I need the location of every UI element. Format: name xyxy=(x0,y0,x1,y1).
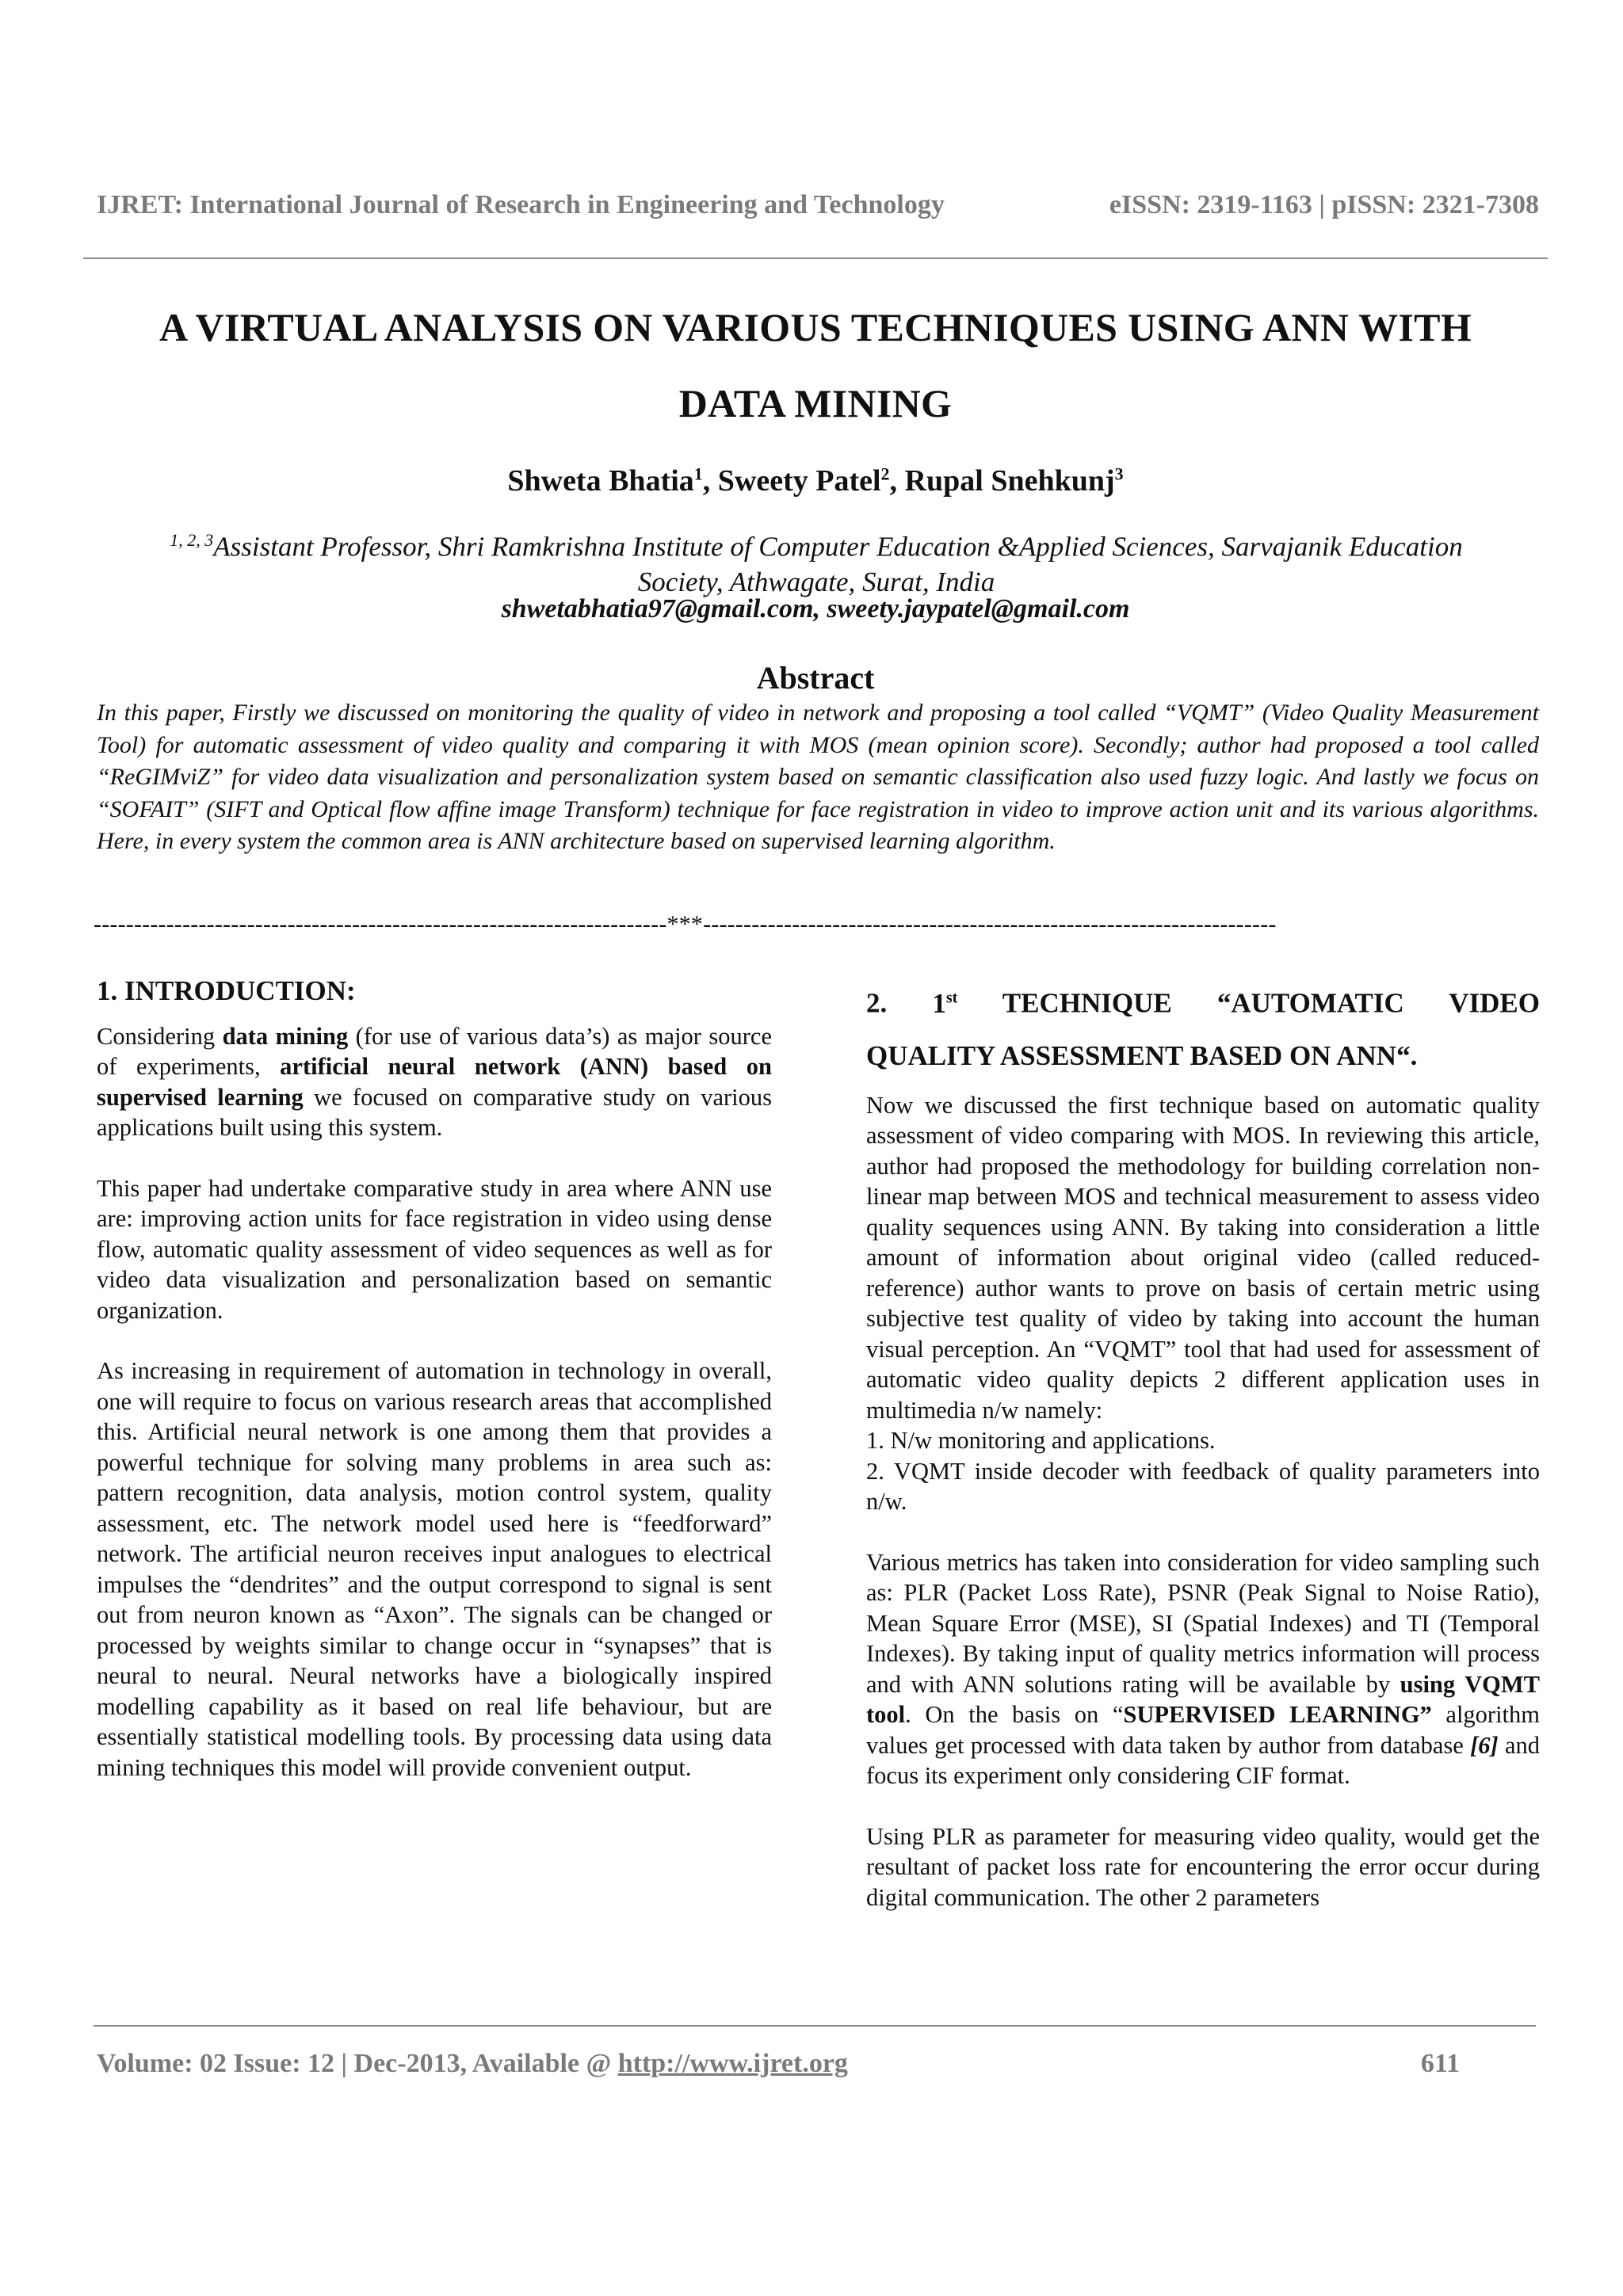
heading-line-2: QUALITY ASSESSMENT BASED ON ANN“. xyxy=(866,1039,1418,1071)
citation-ref: [6] xyxy=(1470,1731,1499,1759)
bold-term: using VQMT tool xyxy=(866,1670,1540,1729)
section-2-paragraph-3: Using PLR as parameter for measuring video quality, would get the resultant of packet loss rate for encountering the error occur during digital communication. The other 2 parameters xyxy=(866,1822,1540,1911)
ordinal: 1 xyxy=(932,987,946,1019)
author-1-sup: 1 xyxy=(693,463,703,484)
section-1-paragraph-3: As increasing in requirement of automation in technology in overall, one will require to focus on various research areas that accomplished this. Artificial neural network is one among them that provides a powerful technique for solving many problems in area such as: pattern recognition, data analysis, motion control system, quality assessment, etc. The network model used here is “feedforward” network. The artificial neuron receives input analogues to electrical impulses the “dendrites” and the output correspond to signal is sent out from neuron known as “Axon”. The signals can be changed or processed by weights similar to change occur in “synapses” that is neural to neural. Neural networks have a biologically inspired modelling capability as it based on real life behaviour, but are essentially statistical modelling tools. By processing data using data mining techniques this model will provide convenient output. xyxy=(97,1357,772,1781)
ordinal-sup: st xyxy=(945,989,958,1006)
text-run: we focused on comparative study on various applications built using this system. xyxy=(97,1083,772,1141)
author-list xyxy=(83,463,1548,498)
text-run: Now we discussed the first technique based on automatic quality assessment of video comparing with MOS. In reviewing this article, author had proposed the methodology for building correlation non-linear map between MOS and technical measurement to assess video quality sequences using ANN. By taking into consideration a little amount of information about original video (called reduced-reference) author wants to prove on basis of certain metric using subjective test quality of video by taking into account the human visual perception. An “VQMT” tool that had used for assessment of automatic video quality depicts 2 different application uses in multimedia n/w namely: xyxy=(866,1091,1540,1424)
section-1-paragraph-1 xyxy=(97,1021,772,1143)
list-item: 1. N/w monitoring and applications. xyxy=(866,1427,1216,1455)
page-number: 611 xyxy=(1420,2049,1460,2078)
volume-info: Volume: 02 Issue: 12 | Dec-2013, Available @ xyxy=(97,2049,618,2078)
text-run: and focus its experiment only considering CIF format. xyxy=(866,1731,1540,1790)
section-separator: -----------------------------------------------------------------------***----------------------------------------------------------------------- xyxy=(94,911,1277,937)
author-2-sup: 2 xyxy=(880,463,890,484)
title-line-2: DATA MINING xyxy=(678,381,953,425)
title-line-1: A VIRTUAL ANALYSIS ON VARIOUS TECHNIQUES USING ANN WITH xyxy=(158,305,1472,349)
heading-text: TECHNIQUE “AUTOMATIC VIDEO xyxy=(1002,987,1540,1019)
author-1: Shweta Bhatia xyxy=(507,464,694,498)
author-separator: , xyxy=(889,464,905,498)
section-2-heading xyxy=(866,971,1540,1082)
text-run: algorithm values get processed with data taken by author from database xyxy=(866,1701,1540,1759)
author-3-sup: 3 xyxy=(1114,463,1124,484)
affiliation-line-2: Society, Athwagate, Surat, India xyxy=(637,566,995,597)
page-footer xyxy=(97,2049,1460,2079)
header-rule xyxy=(83,257,1548,259)
author-emails: shwetabhatia97@gmail.com, sweety.jaypatel@gmail.com xyxy=(501,594,1130,624)
footer-rule xyxy=(94,2025,1536,2027)
left-column xyxy=(97,976,772,1813)
journal-link[interactable]: http://www.ijret.org xyxy=(617,2049,848,2078)
abstract-body: In this paper, Firstly we discussed on monitoring the quality of video in network and proposing a tool called “VQMT” (Video Quality Measurement Tool) for automatic assessment of video quality and comparing it with MOS (mean opinion score). Secondly; author had proposed a tool called “ReGIMviZ” for video data visualization and personalization system based on semantic classification also used fuzzy logic. And lastly we focus on “SOFAIT” (SIFT and Optical flow affine image Transform) technique for face registration in video to improve action unit and its various algorithms. Here, in every system the common area is ANN architecture based on supervised learning algorithm. xyxy=(97,700,1539,854)
bold-term: artificial neural network (ANN) based on supervised learning xyxy=(97,1053,772,1111)
list-item: 2. VQMT inside decoder with feedback of quality parameters into n/w. xyxy=(866,1457,1540,1516)
author-3: Rupal Snehkunj xyxy=(904,464,1115,498)
bold-term: data mining xyxy=(222,1022,349,1050)
author-2: Sweety Patel xyxy=(717,464,881,498)
section-2-paragraph-1 xyxy=(866,1090,1540,1426)
section-2-paragraph-2 xyxy=(866,1547,1540,1791)
journal-name: IJRET: International Journal of Research in Engineering and Technology xyxy=(97,190,945,219)
text-run: (for use of various data’s) as major source of experiments, xyxy=(97,1022,772,1080)
issn-info: eISSN: 2319-1163 | pISSN: 2321-7308 xyxy=(1109,190,1539,219)
author-separator: , xyxy=(702,464,718,498)
text-run: Various metrics has taken into consideration for video sampling such as: PLR (Packet Loss Rate), PSNR (Peak Signal to Noise Ratio), Mean Square Error (MSE), SI (Spatial Indexes) and TI (Temporal Indexes). By taking input of quality metrics information will process and with ANN solutions rating will be available by xyxy=(866,1548,1540,1698)
abstract-heading: Abstract xyxy=(756,660,875,696)
affiliation-line-1: Assistant Professor, Shri Ramkrishna Institute of Computer Education &Applied Sciences, Sarvajanik Education xyxy=(213,531,1463,563)
bold-term: SUPERVISED LEARNING” xyxy=(1123,1701,1432,1729)
running-header xyxy=(97,190,1539,220)
section-number: 2. xyxy=(866,987,888,1019)
text-run: . On the basis on “ xyxy=(905,1701,1124,1729)
right-column xyxy=(866,976,1540,1943)
section-1-paragraph-2: This paper had undertake comparative study in area where ANN use are: improving action units for face registration in video using dense flow, automatic quality assessment of video sequences as well as for video data visualization and personalization based on semantic organization. xyxy=(97,1174,772,1324)
affiliation xyxy=(119,523,1514,600)
paper-title xyxy=(83,289,1548,441)
text-run: Considering xyxy=(97,1022,223,1050)
affiliation-sup: 1, 2, 3 xyxy=(170,530,214,550)
section-1-heading: 1. INTRODUCTION: xyxy=(97,975,356,1006)
